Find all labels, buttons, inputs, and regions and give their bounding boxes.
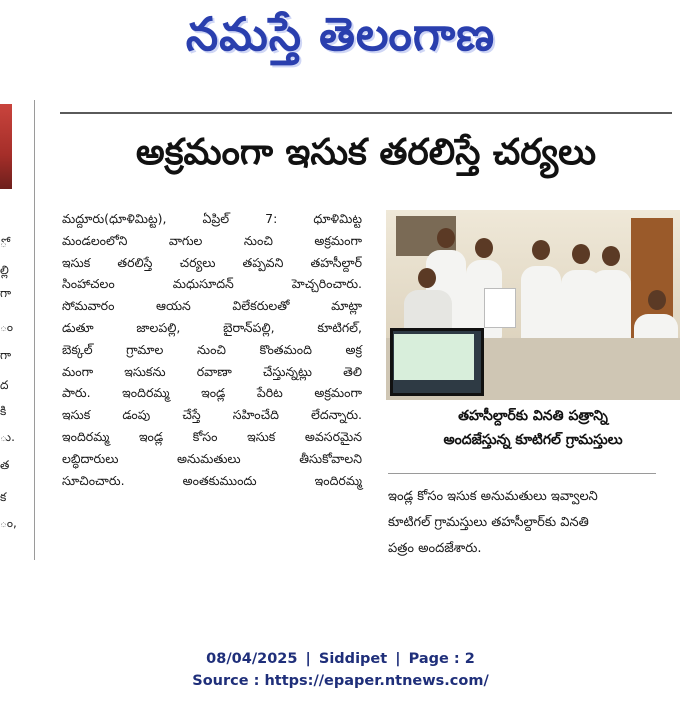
photo-person-head: [532, 240, 550, 260]
summary-line: కూటిగల్ గ్రామస్తులు తహసీల్దార్‌కు వినతి: [388, 515, 589, 530]
footer-page: Page : 2: [408, 651, 475, 667]
headline-rule: [60, 112, 672, 114]
summary-line: ఇండ్ల కోసం ఇసుక అనుమతులు ఇవ్వాలని: [388, 489, 598, 504]
photo-summary: [388, 484, 678, 562]
fragment-text: ల్లి: [0, 263, 9, 277]
photo-person-head: [475, 238, 493, 258]
petition-paper: [484, 288, 516, 328]
footer-info: 08/04/2025 | Siddipet | Page : 2: [206, 651, 475, 667]
page-footer: [0, 648, 681, 692]
photo-person-head: [437, 228, 455, 248]
footer-source: Source : https://epaper.ntnews.com/: [192, 673, 489, 689]
footer-date: 08/04/2025: [206, 651, 298, 667]
body-line: డుతూ జాలపల్లి, బైరాన్‌పల్లి, కూటిగల్,: [62, 319, 362, 335]
fragment-text: ో: [0, 236, 7, 250]
fragment-text: ం,: [0, 516, 17, 530]
photo-caption: [386, 404, 680, 468]
photo-monitor-screen: [394, 334, 474, 380]
body-line: సూచించారు. అంతకుముందు ఇందిరమ్మ: [62, 472, 362, 488]
article-body: [62, 208, 362, 491]
fragment-text: క: [0, 490, 7, 504]
photo-person: [521, 266, 561, 346]
column-divider: [34, 100, 35, 560]
fragment-text: ం: [0, 320, 14, 334]
body-line: పారు. ఇందిరమ్మ ఇండ్ల పేరిట అక్రమంగా: [62, 385, 362, 401]
body-line: ఇందిరమ్మ ఇండ్ల కోసం ఇసుక అవసరమైన: [62, 428, 362, 444]
body-line: ఇసుక తరలిస్తే చర్యలు తప్పవని తహసీల్దార్: [62, 254, 362, 270]
body-line: మంగా ఇసుకను రవాణా చేస్తున్నట్లు తెలి: [62, 363, 362, 379]
caption-line: తహసీల్దార్‌కు వినతి పత్రాన్ని: [458, 408, 608, 424]
news-photo: [386, 210, 680, 400]
body-line: లబ్ధిదారులు అనుమతులు తీసుకోవాలని: [62, 450, 362, 466]
fragment-text: కి: [0, 404, 7, 418]
body-line: సోమవారం ఆయన విలేకరులతో మాట్లా: [62, 298, 362, 314]
summary-line: పత్రం అందజేశారు.: [388, 541, 482, 556]
fragment-text: త: [0, 458, 10, 472]
fragment-text: గా: [0, 348, 12, 362]
photo-person-head: [418, 268, 436, 288]
photo-person-head: [572, 244, 590, 264]
body-line: మద్దూరు(ధూళిమిట్ట), ఏప్రిల్ 7: ధూళిమిట్ట: [62, 211, 362, 226]
photo-person-head: [602, 246, 620, 266]
caption-line: అందజేస్తున్న కూటిగల్ గ్రామస్తులు: [443, 432, 623, 448]
article-headline: అక్రమంగా ఇసుక తరలిస్తే చర్యలు: [135, 132, 597, 173]
fragment-text: ు.: [0, 430, 15, 444]
masthead: [0, 0, 681, 80]
body-line: మండలంలోని వాగుల నుంచి అక్రమంగా: [62, 232, 362, 248]
photo-person-head: [648, 290, 666, 310]
footer-edition: Siddipet: [318, 651, 388, 667]
fragment-text: ద: [0, 378, 9, 392]
adjacent-photo-edge: [0, 104, 12, 189]
body-line: ఇసుక డంపు చేస్తే సహించేది లేదన్నారు.: [62, 407, 362, 423]
newspaper-title: నమస్తే తెలంగాణ: [185, 7, 496, 61]
caption-divider: [388, 473, 656, 474]
adjacent-column-fragment: [0, 98, 17, 558]
body-line: సింహాచలం మధుసూదన్ హెచ్చరించారు.: [62, 276, 362, 292]
body-line: బెక్కల్ గ్రామాల నుంచి కొంతమంది అక్ర: [62, 341, 362, 357]
fragment-text: గా: [0, 286, 12, 300]
